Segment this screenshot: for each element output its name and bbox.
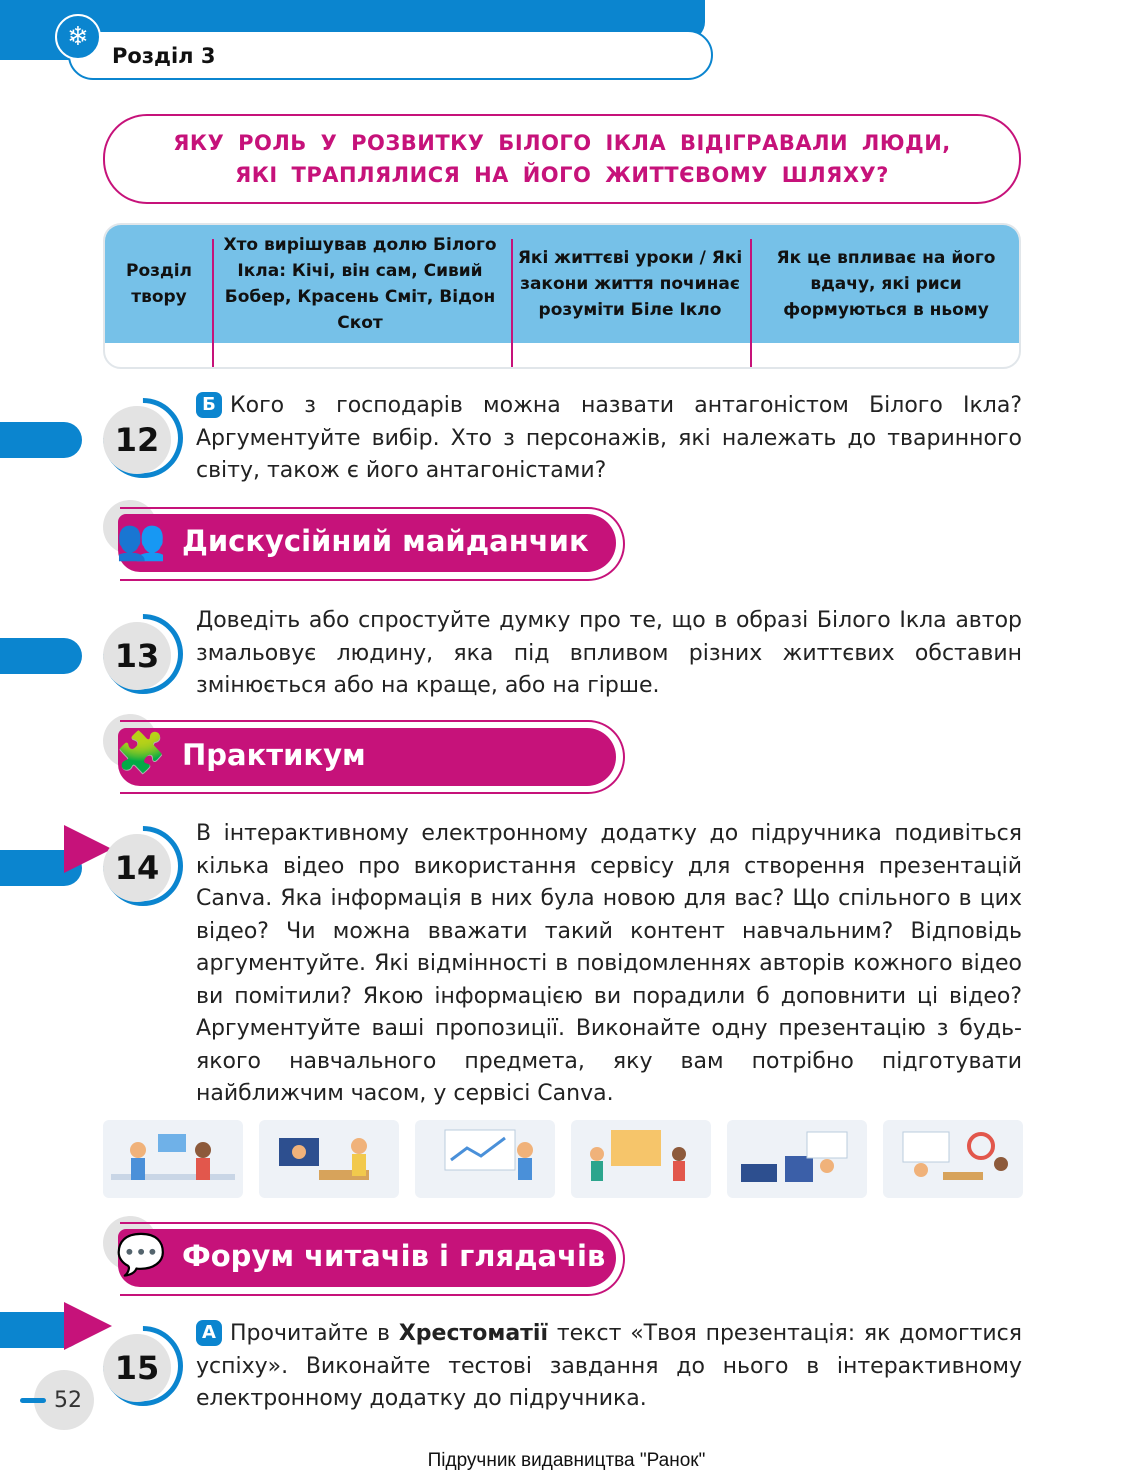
illustration-image <box>259 1120 399 1198</box>
section-forum <box>118 1229 616 1287</box>
section-discussion <box>118 514 616 572</box>
anthology-title: Хрестоматії <box>398 1321 549 1346</box>
task-number: 13 <box>103 622 171 690</box>
task-bar <box>0 422 82 458</box>
illustration-image <box>571 1120 711 1198</box>
task-number: 14 <box>103 834 171 902</box>
snowflake-icon: ❄ <box>55 14 101 60</box>
table-divider <box>511 239 513 369</box>
forum-icon: 💬 <box>116 1232 166 1278</box>
illustration-image <box>727 1120 867 1198</box>
task-bar <box>0 638 82 674</box>
task-number: 15 <box>103 1334 171 1402</box>
task-14-text: В інтерактивному електронному додатку до підручника подивіться кілька відео про використання сервісу для створення презентацій Canva. Яка інформація в них була новою для вас? Що спільного в цих відео? Чи можна вважати такий контент навчальним? Відповідь аргументуйте. Які відмінності в повідомленнях авторів кожного відео ви помітили? Якою інформацією ви порадили б доповнити ці відео? Аргументуйте ваші пропозиції. Виконайте одну презентацію з будь-якого навчального предмета, яку вам потрібно підготувати найближчим часом, у сервісі Canva. <box>196 821 1022 1106</box>
section-title: Форум читачів і глядачів <box>182 1239 606 1273</box>
task-13-text: Доведіть або спростуйте думку про те, що в образі Білого Ікла автор змальовує людину, яка під впливом різних життєвих обставин змінюється або на краще, або на гірше. <box>196 608 1022 698</box>
section-title: Практикум <box>182 738 366 772</box>
analysis-table <box>103 223 1021 369</box>
illustration-image <box>103 1120 243 1198</box>
section-title: Дискусійний майданчик <box>182 524 589 558</box>
chapter-title: Розділ 3 <box>112 44 216 68</box>
arrow-icon <box>64 1302 112 1350</box>
publisher-footer: Підручник видавництва "Ранок" <box>427 1450 706 1471</box>
question-line-1: ЯКУ РОЛЬ У РОЗВИТКУ БІЛОГО ІКЛА ВІДІГРАВАЛИ ЛЮДИ, <box>173 131 951 155</box>
level-badge: Б <box>196 392 222 418</box>
illustration-image <box>883 1120 1023 1198</box>
question-line-2: ЯКІ ТРАПЛЯЛИСЯ НА ЙОГО ЖИТТЄВОМУ ШЛЯХУ? <box>235 163 889 187</box>
table-header-cell: Як це впливає на його вдачу, які риси формуються в ньому <box>776 248 996 320</box>
task-12-text: Б Кого з господарів можна назвати антагоністом Білого Ікла? Аргументуйте вибір. Хто з персонажів, які належать до тваринного світу, також є його антагоністами? <box>196 393 1022 483</box>
task-number: 12 <box>103 406 171 474</box>
puzzle-icon: 🧩 <box>116 730 166 776</box>
table-divider <box>750 239 752 369</box>
table-header-cell: Хто вирішував долю Білого Ікла: Кічі, він сам, Сивий Бобер, Красень Сміт, Відон Скот <box>223 235 497 333</box>
table-header-cell: Розділ твору <box>125 261 193 307</box>
illustration-image <box>415 1120 555 1198</box>
table-divider <box>212 239 214 369</box>
discussion-icon: 👥 <box>116 517 166 563</box>
level-badge: А <box>196 1320 222 1346</box>
question-box <box>103 114 1021 204</box>
table-header-cell: Які життєві уроки / Які закони життя починає розуміти Біле Ікло <box>517 248 743 320</box>
task-15-text: А Прочитайте в Хрестоматії текст «Твоя презентація: як домогтися успіху». Виконайте тестові завдання до нього в інтерактивному електронному додатку до підручника. <box>196 1321 1022 1411</box>
page-number: 52 <box>54 1388 82 1413</box>
section-practice <box>118 728 616 786</box>
page-number-dash <box>20 1398 46 1403</box>
